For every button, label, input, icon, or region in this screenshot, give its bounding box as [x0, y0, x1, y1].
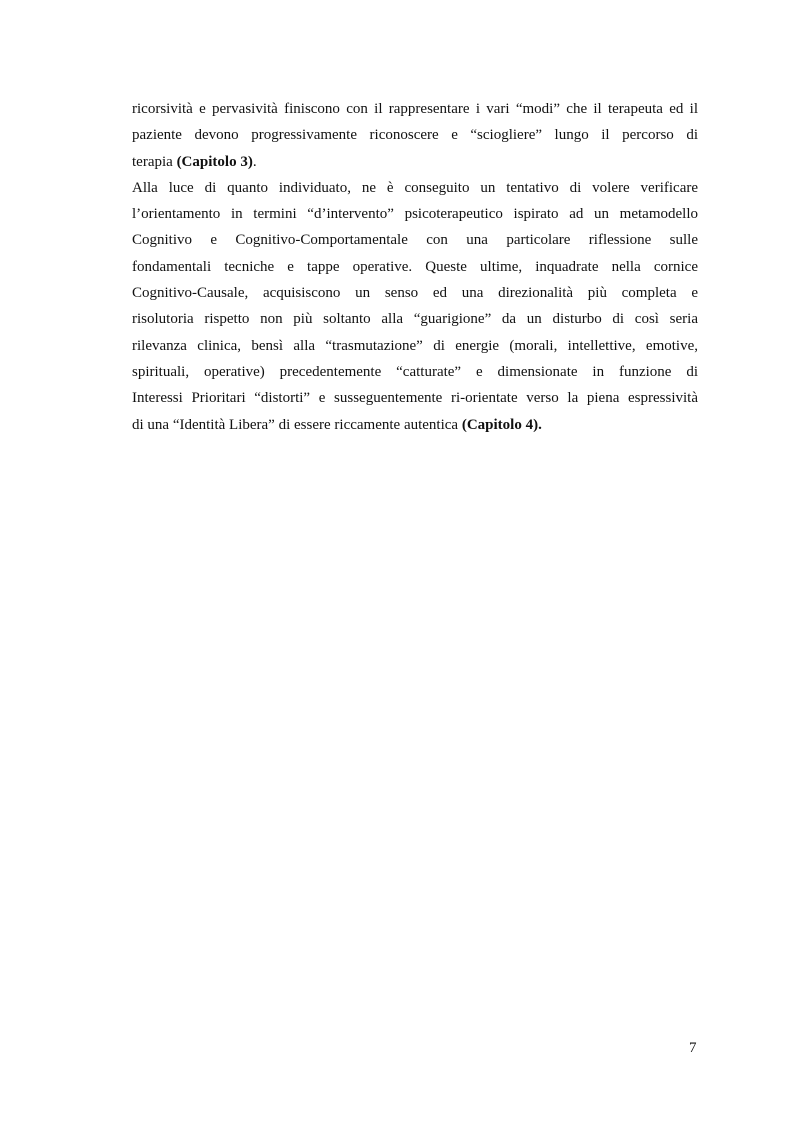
- body-text: [132, 96, 698, 438]
- text-line: ricorsività e pervasività finiscono con il rappresentare i vari “modi” che il terapeuta ed il: [132, 101, 698, 117]
- text-line: fondamentali tecniche e tappe operative. Queste ultime, inquadrate nella cornice: [132, 258, 698, 275]
- chapter-4-reference: (Capitolo 4).: [461, 416, 542, 433]
- text-line: Alla luce di quanto individuato, ne è conseguito un tentativo di volere verificare: [132, 179, 698, 196]
- text-fragment: terapia: [132, 153, 173, 170]
- text-line: [132, 412, 698, 438]
- text-line: rilevanza clinica, bensì alla “trasmutazione” di energie (morali, intellettive, emotive,: [132, 337, 698, 354]
- text-line: paziente devono progressivamente riconoscere e “sciogliere” lungo il percorso di: [132, 127, 698, 144]
- text-line: risolutoria rispetto non più soltanto alla “guarigione” da un disturbo di così seria: [132, 311, 698, 328]
- text-line: spirituali, operative) precedentemente “catturate” e dimensionate in funzione di: [132, 363, 698, 380]
- text-fragment: di una “Identità Libera” di essere riccamente autentica: [132, 416, 459, 433]
- text-line: Cognitivo-Causale, acquisiscono un senso ed una direzionalità più completa e: [132, 285, 698, 302]
- text-line: [132, 149, 698, 175]
- text-fragment: .: [252, 153, 257, 170]
- text-line: Interessi Prioritari “distorti” e susseguentemente ri-orientate verso la piena espressività: [132, 390, 698, 407]
- text-line: l’orientamento in termini “d’intervento” psicoterapeutico ispirato ad un metamodello: [132, 206, 698, 223]
- page-number: 7: [689, 1040, 697, 1056]
- chapter-3-reference: (Capitolo 3): [176, 153, 253, 170]
- text-line: Cognitivo e Cognitivo-Comportamentale con una particolare riflessione sulle: [132, 232, 698, 249]
